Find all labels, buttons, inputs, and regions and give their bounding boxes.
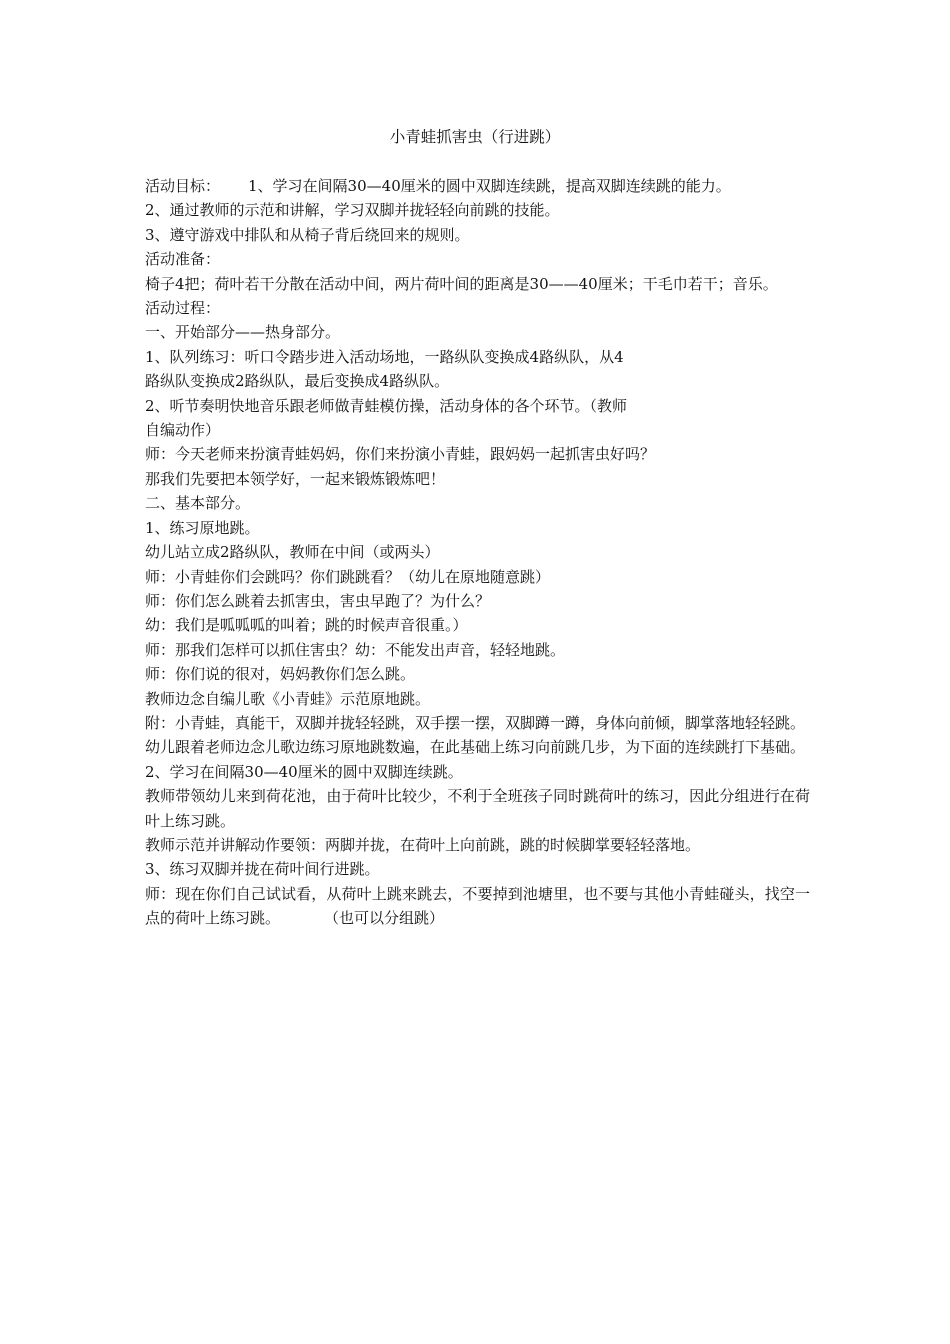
step-2-line-a: 2、听节奏明快地音乐跟老师做青蛙模仿操，活动身体的各个环节。（教师 (145, 396, 628, 415)
basic-1-line-b: 师：小青蛙你们会跳吗？你们跳跳看？（幼儿在原地随意跳） (145, 567, 551, 586)
document-body (145, 174, 810, 931)
basic-1-line-c: 师：你们怎么跳着去抓害虫，害虫早跑了？为什么？ (145, 591, 491, 610)
goal-2: 2、通过教师的示范和讲解，学习双脚并拢轻轻向前跳的技能。 (145, 201, 560, 220)
basic-1-line-a: 幼儿站立成2路纵队，教师在中间（或两头） (145, 543, 440, 562)
basic-3-heading: 3、练习双脚并拢在荷叶间行进跳。 (145, 860, 380, 879)
basic-1-line-f: 师：你们说的很对，妈妈教你们怎么跳。 (145, 665, 416, 684)
step-2-line-b: 自编动作） (145, 421, 221, 440)
goal-1: 1、学习在间隔30—40厘米的圆中双脚连续跳，提高双脚连续跳的能力。 (248, 177, 731, 195)
basic-3-line-b: （也可以分组跳） (324, 909, 445, 928)
basic-1-line-e: 师：那我们怎样可以抓住害虫？幼：不能发出声音，轻轻地跳。 (145, 640, 566, 659)
prep-label: 活动准备： (145, 250, 221, 269)
basic-2-line-b: 教师示范并讲解动作要领：两脚并拢，在荷叶上向前跳，跳的时候脚掌要轻轻落地。 (145, 835, 701, 854)
basic-1-line-d: 幼：我们是呱呱呱的叫着；跳的时候声音很重。） (145, 616, 468, 635)
goals-label: 活动目标： (145, 177, 221, 195)
basic-3-line-a: 师：现在你们自己试试看，从荷叶上跳来跳去，不要掉到池塘里，也不要与其他小青蛙碰头，找空一点的荷叶上练习跳。 (145, 884, 810, 928)
document-title: 小青蛙抓害虫（行进跳） (389, 128, 561, 146)
part-2-heading: 二、基本部分。 (145, 494, 251, 513)
basic-1-line-g: 教师边念自编儿歌《小青蛙》示范原地跳。 (145, 689, 431, 708)
goals-paragraph (145, 174, 810, 198)
basic-2-line-a: 教师带领幼儿来到荷花池，由于荷叶比较少，不利于全班孩子同时跳荷叶的练习，因此分组进行在荷叶上练习跳。 (145, 787, 810, 830)
part-1-heading: 一、开始部分——热身部分。 (145, 323, 341, 342)
basic-1-line-h: 幼儿跟着老师边念儿歌边练习原地跳数遍，在此基础上练习向前跳几步，为下面的连续跳打下基础。 (145, 738, 806, 757)
goal-3: 3、遵守游戏中排队和从椅子背后绕回来的规则。 (145, 225, 470, 244)
teacher-line-1: 师：今天老师来扮演青蛙妈妈，你们来扮演小青蛙，跟妈妈一起抓害虫好吗？ (145, 445, 656, 464)
basic-3-paragraph (145, 882, 810, 931)
step-1-line-b: 路纵队变换成2路纵队，最后变换成4路纵队。 (145, 372, 450, 391)
process-label: 活动过程： (145, 299, 221, 318)
prep-text: 椅子4把；荷叶若干分散在活动中间，两片荷叶间的距离是30——40厘米；干毛巾若干；音乐。 (145, 274, 778, 293)
basic-1-heading: 1、练习原地跳。 (145, 518, 260, 537)
basic-2-heading: 2、学习在间隔30—40厘米的圆中双脚连续跳。 (145, 762, 463, 781)
step-1-line-a: 1、队列练习：听口令踏步进入活动场地，一路纵队变换成4路纵队，从4 (145, 347, 624, 366)
rhyme-paragraph: 附：小青蛙，真能干，双脚并拢轻轻跳，双手摆一摆，双脚蹲一蹲，身体向前倾，脚掌落地轻轻跳。 (145, 713, 806, 732)
teacher-line-2: 那我们先要把本领学好，一起来锻炼锻炼吧！ (145, 469, 446, 488)
